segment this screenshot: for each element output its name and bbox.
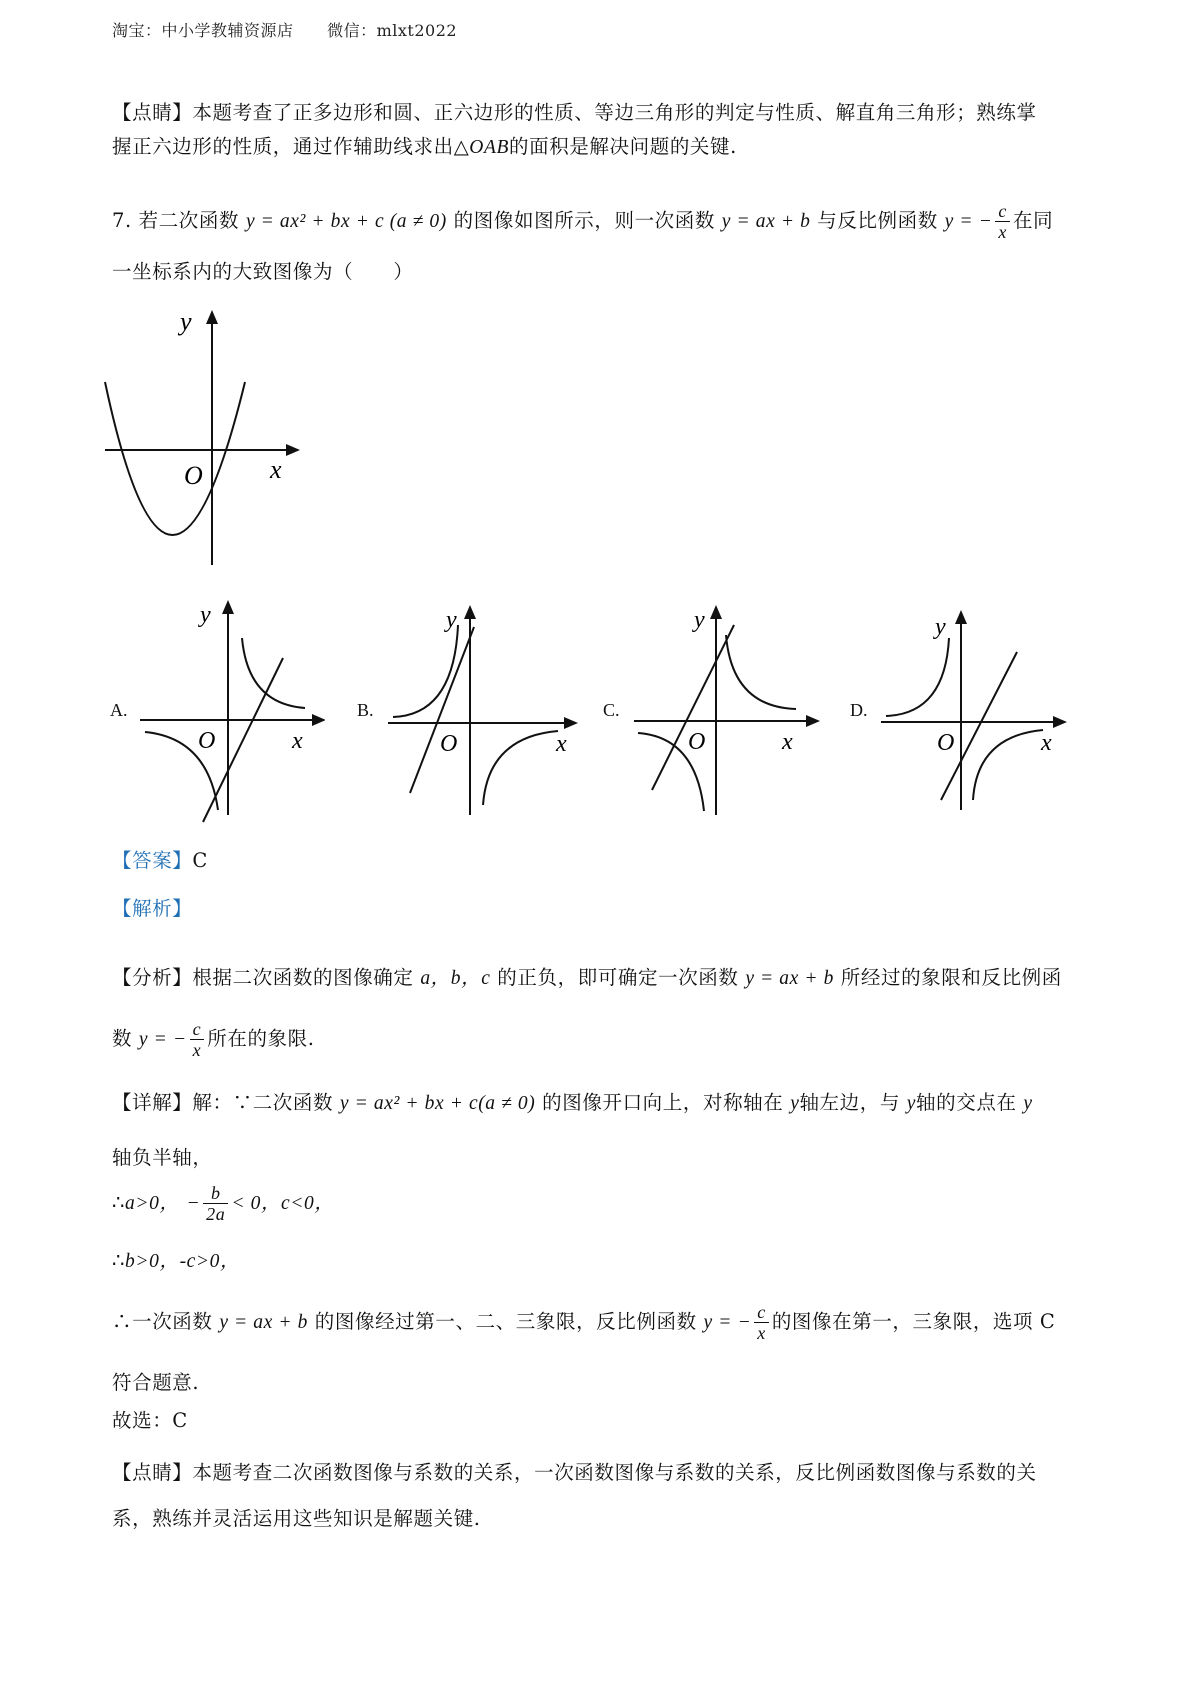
fenxi-linear: y = ax + b bbox=[745, 968, 834, 989]
step-1-a: a>0， bbox=[125, 1193, 180, 1214]
question-text-1: 若二次函数 bbox=[138, 209, 240, 232]
dianjing-tag: 【点睛】 bbox=[112, 1461, 193, 1484]
option-b-origin-label: O bbox=[440, 731, 458, 757]
linear-line bbox=[652, 625, 734, 790]
fenxi-text-5: 所在的象限. bbox=[207, 1027, 315, 1050]
xiangjie-paragraph bbox=[112, 1076, 1102, 1185]
step-2-text: b>0，-c>0， bbox=[125, 1251, 241, 1272]
option-a-x-label: x bbox=[292, 728, 303, 754]
analysis-heading bbox=[112, 892, 1102, 926]
fenxi-text-2: 的正负，即可确定一次函数 bbox=[497, 966, 739, 989]
fenxi-paragraph bbox=[112, 948, 1102, 1070]
step-3-inverse-lhs: y = − bbox=[703, 1312, 752, 1333]
option-d-letter: D. bbox=[850, 700, 868, 720]
step-3-text-2: 的图像经过第一、二、三象限，反比例函数 bbox=[314, 1310, 697, 1333]
fenxi-fraction bbox=[190, 1019, 205, 1060]
dianjing-line-1: 本题考查二次函数图像与系数的关系，一次函数图像与系数的关系，反比例函数图像与系数的关 bbox=[192, 1461, 1037, 1484]
option-c-x-label: x bbox=[782, 729, 793, 755]
option-d-x-label: x bbox=[1041, 730, 1052, 756]
parabola-curve bbox=[105, 382, 245, 535]
frac-denominator: 2a bbox=[206, 1204, 226, 1224]
step-3-text-3: 的图像在第一，三象限，选项 C bbox=[771, 1310, 1056, 1333]
hyperbola-branch-1 bbox=[242, 638, 305, 708]
question-inverse-lhs: y = − bbox=[944, 211, 993, 232]
step-2 bbox=[112, 1244, 1102, 1279]
step-3-text-1: ∴一次函数 bbox=[112, 1310, 213, 1333]
question-number: 7. bbox=[112, 209, 139, 232]
linear-line bbox=[941, 652, 1017, 800]
prev-comment bbox=[112, 96, 1102, 165]
option-c-y-label: y bbox=[694, 607, 705, 633]
question-text-3: 与反比例函数 bbox=[817, 209, 938, 232]
dianjing-line-2: 系，熟练并灵活运用这些知识是解题关键. bbox=[112, 1507, 481, 1530]
hyperbola-branch-2 bbox=[886, 638, 949, 716]
step-3-linear: y = ax + b bbox=[219, 1312, 308, 1333]
frac-numerator: c bbox=[190, 1019, 205, 1040]
y-axis-label: y bbox=[180, 310, 192, 336]
fenxi-abc: a，b，c bbox=[420, 968, 491, 989]
final-choice bbox=[112, 1404, 1102, 1438]
option-b-y-label: y bbox=[446, 607, 457, 633]
x-arrow bbox=[286, 444, 300, 456]
option-c-graph bbox=[634, 605, 824, 820]
option-d-y-label: y bbox=[935, 614, 946, 640]
xiangjie-quadratic: y = ax² + bx + c(a ≠ 0) bbox=[339, 1093, 536, 1114]
option-a-letter: A. bbox=[110, 700, 128, 720]
question-7 bbox=[112, 196, 1102, 297]
prev-comment-line1: 本题考查了正多边形和圆、正六边形的性质、等边三角形的判定与性质、解直角三角形；熟练掌 bbox=[192, 101, 1037, 124]
fenxi-text-1: 根据二次函数的图像确定 bbox=[192, 966, 414, 989]
frac-denominator: x bbox=[998, 222, 1007, 242]
step-3-line-2: 符合题意. bbox=[112, 1371, 200, 1394]
step-1-neg: − bbox=[186, 1193, 201, 1214]
xiangjie-text-3: 轴左边，与 bbox=[799, 1091, 900, 1114]
hyperbola-branch-2 bbox=[393, 625, 458, 717]
fenxi-inverse-lhs: y = − bbox=[138, 1029, 187, 1050]
frac-denominator: x bbox=[757, 1323, 766, 1343]
wechat-id: 微信：mlxt2022 bbox=[327, 21, 458, 40]
xiangjie-y-1: y bbox=[790, 1093, 800, 1114]
frac-denominator: x bbox=[192, 1040, 202, 1060]
question-text-2: 的图像如图所示，则一次函数 bbox=[453, 209, 715, 232]
xiangjie-y-2: y bbox=[906, 1093, 917, 1114]
final-choice-text: 故选：C bbox=[112, 1409, 188, 1432]
xiangjie-y-3: y bbox=[1023, 1093, 1033, 1114]
xiangjie-text-1: 解：∵二次函数 bbox=[192, 1091, 334, 1114]
question-quadratic: y = ax² + bx + c (a ≠ 0) bbox=[245, 211, 447, 232]
question-linear: y = ax + b bbox=[721, 211, 811, 232]
therefore-1: ∴ bbox=[112, 1191, 126, 1214]
origin-label: O bbox=[184, 461, 203, 490]
hyperbola-branch-1 bbox=[726, 635, 796, 709]
prev-comment-math: OAB bbox=[469, 137, 510, 158]
option-b-graph bbox=[388, 605, 578, 820]
prev-comment-line2a: 握正六边形的性质，通过作辅助线求出△ bbox=[112, 135, 470, 158]
answer-value: C bbox=[192, 849, 208, 872]
step-1 bbox=[112, 1178, 1102, 1229]
option-d-origin-label: O bbox=[937, 730, 955, 756]
answer-line bbox=[112, 844, 1102, 878]
step-3 bbox=[112, 1292, 1102, 1413]
option-a-origin-label: O bbox=[198, 728, 216, 754]
fenxi-text-4: 数 bbox=[112, 1027, 133, 1050]
option-d-graph bbox=[881, 610, 1071, 815]
option-c-letter: C. bbox=[603, 700, 620, 720]
frac-numerator: c bbox=[995, 201, 1010, 222]
step-1-c: c<0， bbox=[281, 1193, 335, 1214]
prev-comment-tag: 【点睛】 bbox=[112, 101, 193, 124]
frac-numerator: c bbox=[754, 1302, 769, 1323]
page-header bbox=[112, 18, 457, 41]
therefore-2: ∴ bbox=[112, 1249, 126, 1272]
question-fraction bbox=[995, 201, 1010, 242]
hyperbola-branch-4 bbox=[483, 731, 558, 805]
hyperbola-branch-4 bbox=[973, 730, 1043, 800]
prev-comment-line2b: 的面积是解决问题的关键. bbox=[509, 135, 737, 158]
x-axis-label: x bbox=[270, 455, 282, 484]
shop-name: 淘宝：中小学教辅资源店 bbox=[112, 21, 294, 40]
option-a-y-label: y bbox=[200, 602, 211, 628]
step-3-fraction bbox=[754, 1302, 769, 1343]
xiangjie-tag: 【详解】 bbox=[112, 1091, 193, 1114]
quadratic-graph bbox=[100, 310, 300, 570]
option-b-letter: B. bbox=[357, 700, 374, 720]
step-1-fraction bbox=[203, 1183, 228, 1224]
question-text-4: 在同 bbox=[1013, 209, 1054, 232]
option-c-origin-label: O bbox=[688, 729, 706, 755]
option-b-x-label: x bbox=[556, 731, 567, 757]
y-arrow bbox=[206, 310, 218, 324]
option-a-graph bbox=[140, 600, 325, 825]
question-line-2: 一坐标系内的大致图像为（ ） bbox=[112, 260, 414, 283]
fenxi-tag: 【分析】 bbox=[112, 966, 193, 989]
fenxi-text-3: 所经过的象限和反比例函 bbox=[840, 966, 1062, 989]
dianjing-paragraph bbox=[112, 1450, 1102, 1542]
xiangjie-text-4: 轴的交点在 bbox=[916, 1091, 1017, 1114]
xiangjie-line-2: 轴负半轴， bbox=[112, 1146, 213, 1169]
frac-numerator: b bbox=[203, 1183, 228, 1204]
step-1-lt: < 0， bbox=[231, 1193, 282, 1214]
xiangjie-text-2: 的图像开口向上，对称轴在 bbox=[542, 1091, 784, 1114]
answer-tag: 【答案】 bbox=[112, 849, 193, 872]
analysis-tag: 【解析】 bbox=[112, 897, 193, 920]
